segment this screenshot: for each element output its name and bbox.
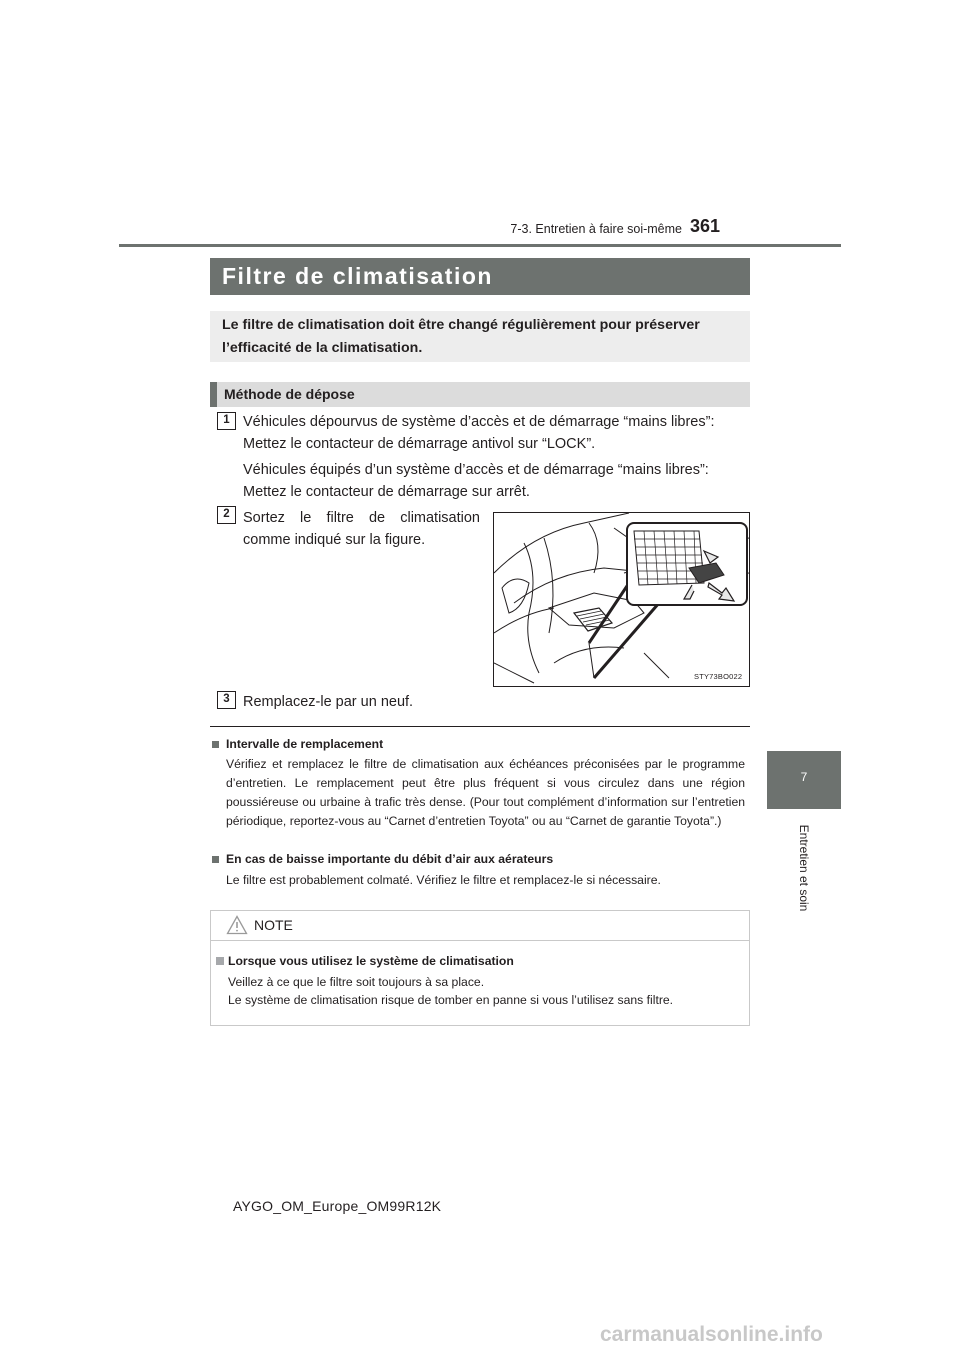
intro-text: Le filtre de climatisation doit être changé régulièrement pour préserver l’efficacité de la climatisation.	[222, 317, 700, 356]
step-3-line-1: Remplacez-le par un neuf.	[243, 694, 414, 710]
page-title: Filtre de climatisation	[222, 263, 493, 289]
note-1-bullet	[212, 741, 219, 748]
step-2-badge: 2	[217, 506, 236, 524]
note-2-title: En cas de baisse importante du débit d’air aux aérateurs	[226, 852, 554, 866]
step-2-line-1: Sortez le filtre de climatisation	[243, 510, 480, 526]
step-1-line-4: Mettez le contacteur de démarrage sur arrêt.	[243, 484, 530, 500]
step-1-line-3: Véhicules équipés d’un système d’accès et de démarrage “mains libres”:	[243, 462, 709, 478]
step-2-line-2: comme indiqué sur la figure.	[243, 532, 426, 548]
step-1-line-2: Mettez le contacteur de démarrage antivol sur “LOCK”.	[243, 436, 596, 452]
header-rule	[119, 244, 841, 247]
note-1-body: Vérifiez et remplacez le filtre de climatisation aux échéances préconisées par le programme d’entretien. Le remplacement peut être plus fréquent si vous circulez dans une région poussiéreuse ou urbaine à trafic très dense. (Pour tout complément d’information sur l’entretien périodique, reportez-vous au “Carnet d’entretien Toyota” ou au “Carnet de garantie Toyota”.)	[226, 757, 745, 828]
figure-code: STY73BO022	[694, 672, 743, 681]
subsection-title: Méthode de dépose	[224, 386, 355, 402]
chapter-title-vertical: Entretien et soin	[797, 824, 811, 912]
note-box-line-1: Veillez à ce que le filtre soit toujours à sa place.	[228, 975, 485, 989]
note-box-line-2: Le système de climatisation risque de tomber en panne si vous l’utilisez sans filtre.	[228, 993, 674, 1007]
note-box-bullet	[216, 957, 224, 965]
note-box-divider	[211, 940, 749, 941]
section-separator	[210, 726, 750, 727]
note-1-title: Intervalle de remplacement	[226, 737, 384, 751]
note-box-title: Lorsque vous utilisez le système de climatisation	[228, 954, 514, 968]
section-reference: 7-3. Entretien à faire soi-même	[510, 222, 682, 236]
step-1-line-1: Véhicules dépourvus de système d’accès et de démarrage “mains libres”:	[243, 414, 715, 430]
footer-doc-code: AYGO_OM_Europe_OM99R12K	[233, 1198, 442, 1214]
step-3-badge: 3	[217, 691, 236, 709]
page-number: 361	[690, 216, 721, 236]
step-1-badge: 1	[217, 412, 236, 430]
filter-removal-figure	[493, 512, 750, 687]
note-2-bullet	[212, 856, 219, 863]
warning-triangle-icon	[226, 915, 248, 935]
chapter-number: 7	[800, 770, 808, 784]
note-2-body: Le filtre est probablement colmaté. Vérifiez le filtre et remplacez-le si nécessaire.	[226, 873, 661, 887]
note-label: NOTE	[254, 917, 293, 933]
watermark: carmanualsonline.info	[600, 1323, 823, 1346]
dashboard-illustration	[494, 513, 749, 686]
subsection-accent	[210, 382, 217, 407]
